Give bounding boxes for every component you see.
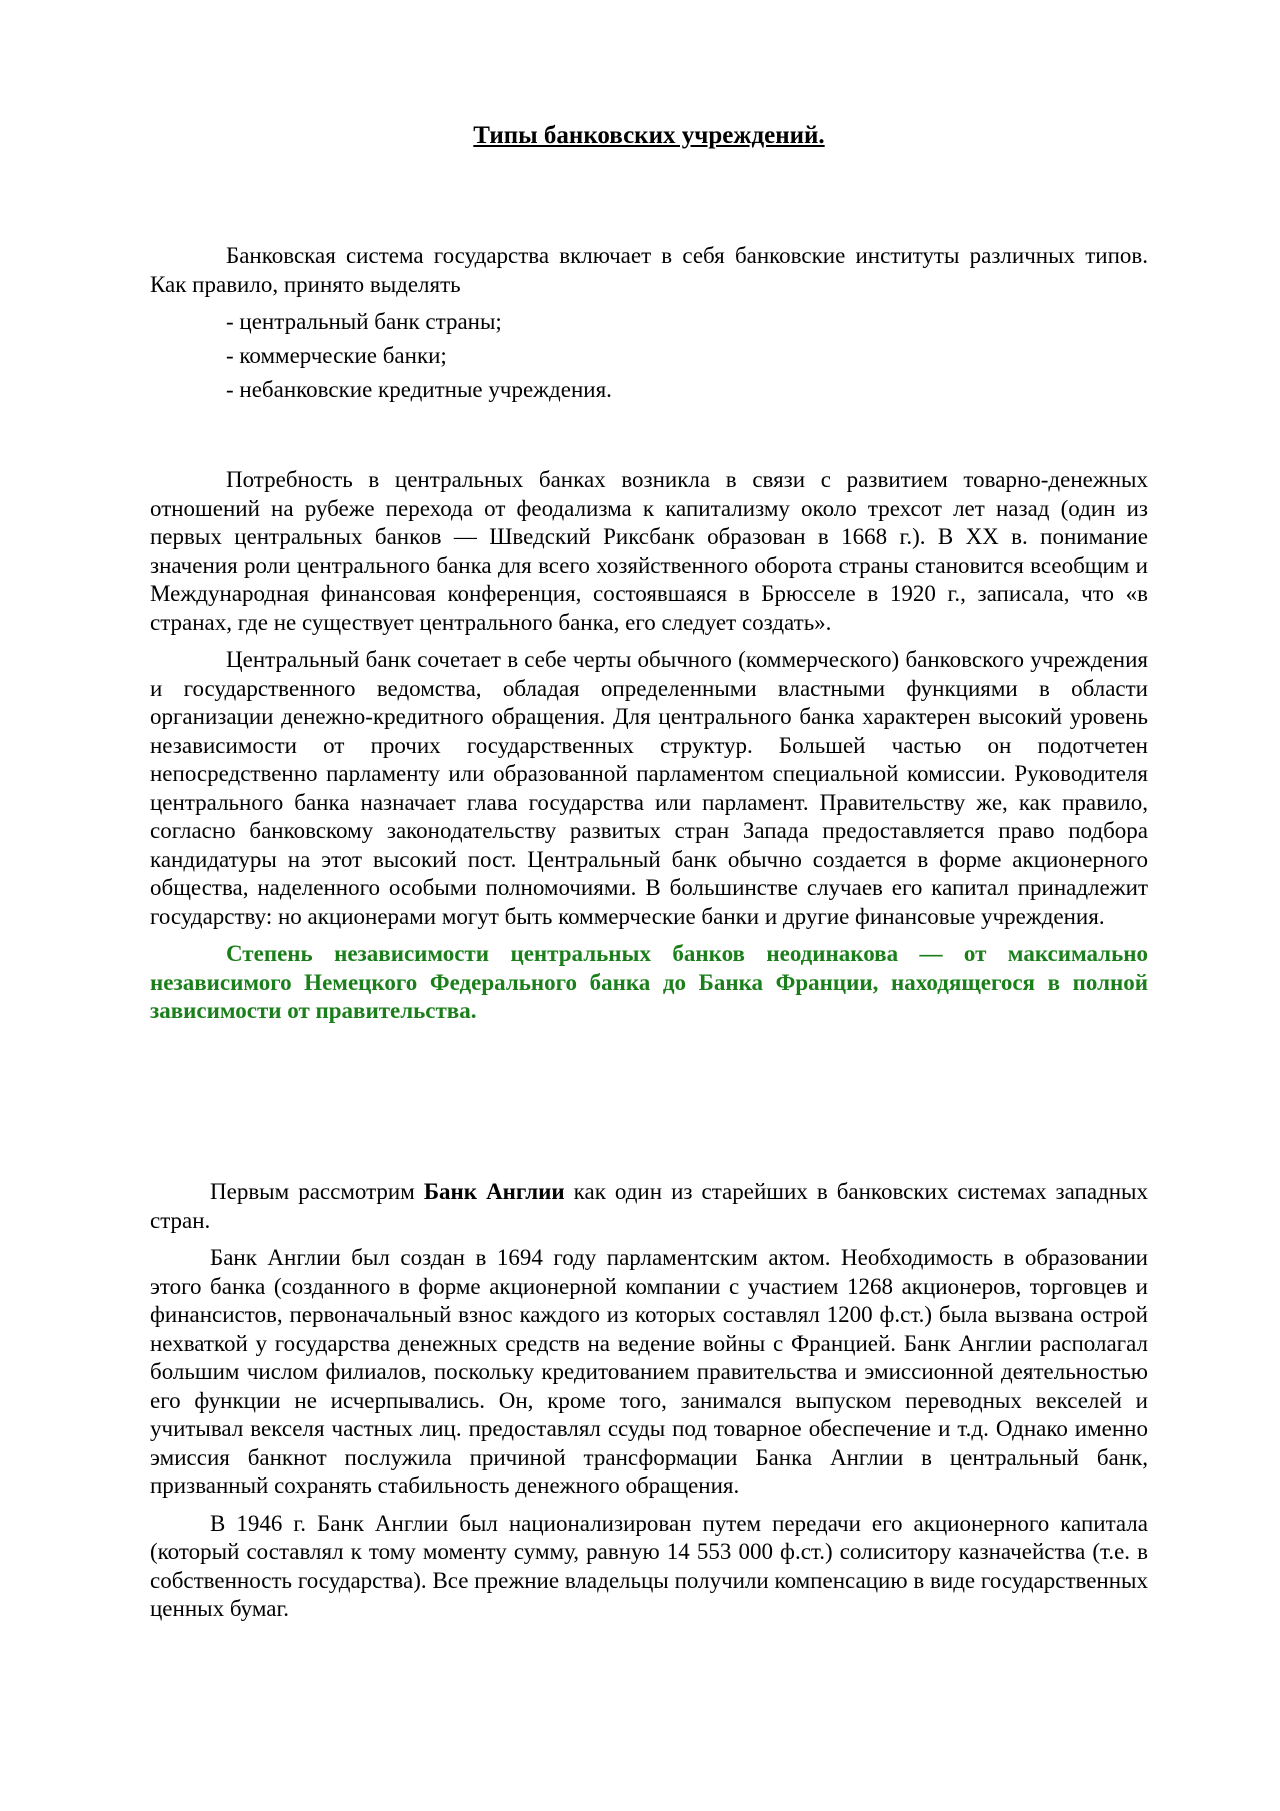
page-title: Типы банковских учреждений. [473,122,825,149]
list-item: - небанковские кредитные учреждения. [226,377,612,402]
bank-of-england-section [150,1178,1148,1633]
intro-section [150,242,1148,409]
list-item: - центральный банк страны; [226,309,502,334]
england-nationalization-paragraph: В 1946 г. Банк Англии был национализирован путем передачи его акционерного капитала (который составлял к тому моменту сумму, равную 14 553 000 ф.ст.) солиситору казначейства (т.е. в собственность государства). Все прежние владельцы получили компенсацию в виде государственных ценных бумаг. [150,1510,1148,1621]
bank-of-england-term: Банк Англии [423,1179,565,1204]
england-intro-before: Первым рассмотрим [210,1179,424,1204]
central-bank-section [150,466,1148,1035]
list-item: - коммерческие банки; [226,343,447,368]
independence-highlight-paragraph: Степень независимости центральных банков неодинакова — от максимально независимого Немецкого Федерального банка до Банка Франции, находящегося в полной зависимости от правительства. [150,941,1148,1023]
bank-types-list [150,299,1148,409]
england-intro-paragraph [150,1178,1148,1235]
features-paragraph: Центральный банк сочетает в себе черты обычного (коммерческого) банковского учреждения и государственного ведомства, обладая определенными властными функциями в области организации денежно-кредитного обращения. Для центрального банка характерен высокий уровень независимости от прочих государственных структур. Большей частью он подотчетен непосредственно парламенту или образованной парламентом специальной комиссии. Руководителя центрального банка назначает глава государства или парламент. Правительству же, как правило, согласно банковскому законодательству развитых стран Запада предоставляется право подбора кандидатуры на этот высокий пост. Центральный банк обычно создается в форме акционерного общества, наделенного особыми полномочиями. В большинстве случаев его капитал принадлежит государству: но акционерами могут быть коммерческие банки и другие финансовые учреждения. [150,647,1148,929]
england-founding-paragraph: Банк Англии был создан в 1694 году парламентским актом. Необходимость в образовании этого банка (созданного в форме акционерной компании с участием 1268 акционеров, торговцев и финансистов, первоначальный взнос каждого из которых составлял 1200 ф.ст.) была вызвана острой нехваткой у государства денежных средств на ведение войны с Францией. Банк Англии располагал большим числом филиалов, поскольку кредитованием правительства и эмиссионной деятельностью его функции не исчерпывались. Он, кроме того, занимался выпуском переводных векселей и учитывал векселя частных лиц. предоставлял ссуды под товарное обеспечение и т.д. Однако именно эмиссия банкнот послужила причиной трансформации Банка Англии в центральный банк, призванный сохранять стабильность денежного обращения. [150,1245,1148,1498]
intro-paragraph: Банковская система государства включает в себя банковские институты различных типов. Как правило, принято выделять [150,243,1148,297]
history-paragraph: Потребность в центральных банках возникла в связи с развитием товарно-денежных отношений на рубеже перехода от феодализма к капитализму около трехсот лет назад (один из первых центральных банков — Шведский Риксбанк образован в 1668 г.). В XX в. понимание значения роли центрального банка для всего хозяйственного оборота страны становится всеобщим и Международная финансовая конференция, состоявшаяся в Брюсселе в 1920 г., записала, что «в странах, где не существует центрального банка, его следует создать». [150,467,1148,635]
england-intro-after: как один из старейших в банковских системах западных стран. [150,1179,1148,1233]
